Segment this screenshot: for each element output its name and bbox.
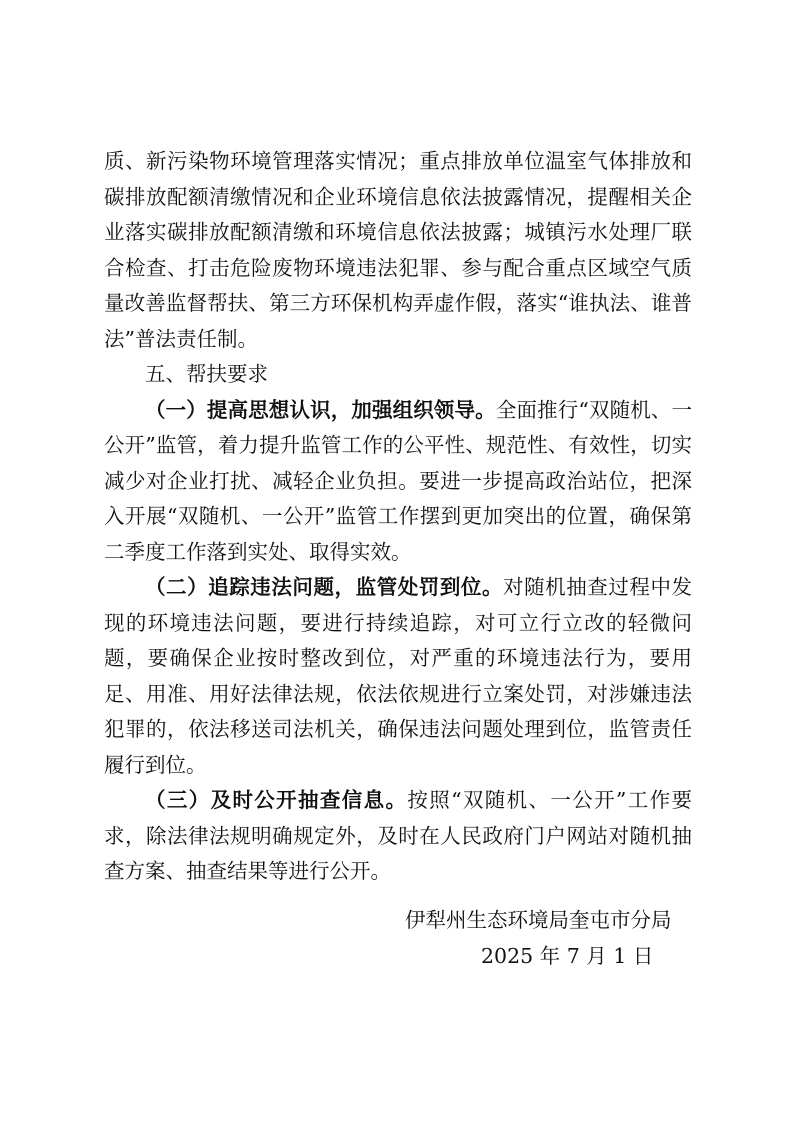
requirement-item-3 xyxy=(104,783,692,890)
requirement-item-2-body: 对随机抽查过程中发现的环境违法问题，要进行持续追踪，对可立行立改的轻微问题，要确保企业按时整改到位，对严重的环境违法行为，要用足、用准、用好法律法规，依法依规进行立案处罚，对涉嫌违法犯罪的，依法移送司法机关，确保违法问题处理到位，监管责任履行到位。 xyxy=(104,575,693,777)
requirement-item-1 xyxy=(104,393,692,571)
requirement-item-1-body: 全面推行“双随机、一公开”监管，着力提升监管工作的公平性、规范性、有效性，切实减少对企业打扰、减轻企业负担。要进一步提高政治站位，把深入开展“双随机、一公开”监管工作摆到更加突出的位置，确保第二季度工作落到实处、取得实效。 xyxy=(104,397,693,564)
requirement-item-2-title: （二）追踪违法问题，监管处罚到位。 xyxy=(145,575,504,599)
requirement-item-1-title: （一）提高思想认识，加强组织领导。 xyxy=(145,397,496,422)
requirement-item-3-body: 按照“双随机、一公开”工作要求，除法律法规明确规定外，及时在人民政府门户网站对随机抽查方案、抽查结果等进行公开。 xyxy=(104,788,692,883)
signature-organization: 伊犁州生态环境局奎屯市分局 xyxy=(405,908,672,932)
requirement-item-2 xyxy=(104,570,692,783)
signature-block xyxy=(104,903,692,974)
requirement-item-3-title: （三）及时公开抽查信息。 xyxy=(145,788,408,812)
section-heading: 五、帮扶要求 xyxy=(145,362,268,386)
paragraph-continuation: 质、新污染物环境管理落实情况；重点排放单位温室气体排放和碳排放配额清缴情况和企业环境信息依法披露情况，提醒相关企业落实碳排放配额清缴和环境信息依法披露；城镇污水处理厂联合检查、打击危险废物环境违法犯罪、参与配合重点区域空气质量改善监督帮扶、第三方环保机构弄虚作假，落实“谁执法、谁普法”普法责任制。 xyxy=(104,149,692,351)
signature-date: 2025 年 7 月 1 日 xyxy=(481,943,654,968)
document-body xyxy=(104,144,692,890)
